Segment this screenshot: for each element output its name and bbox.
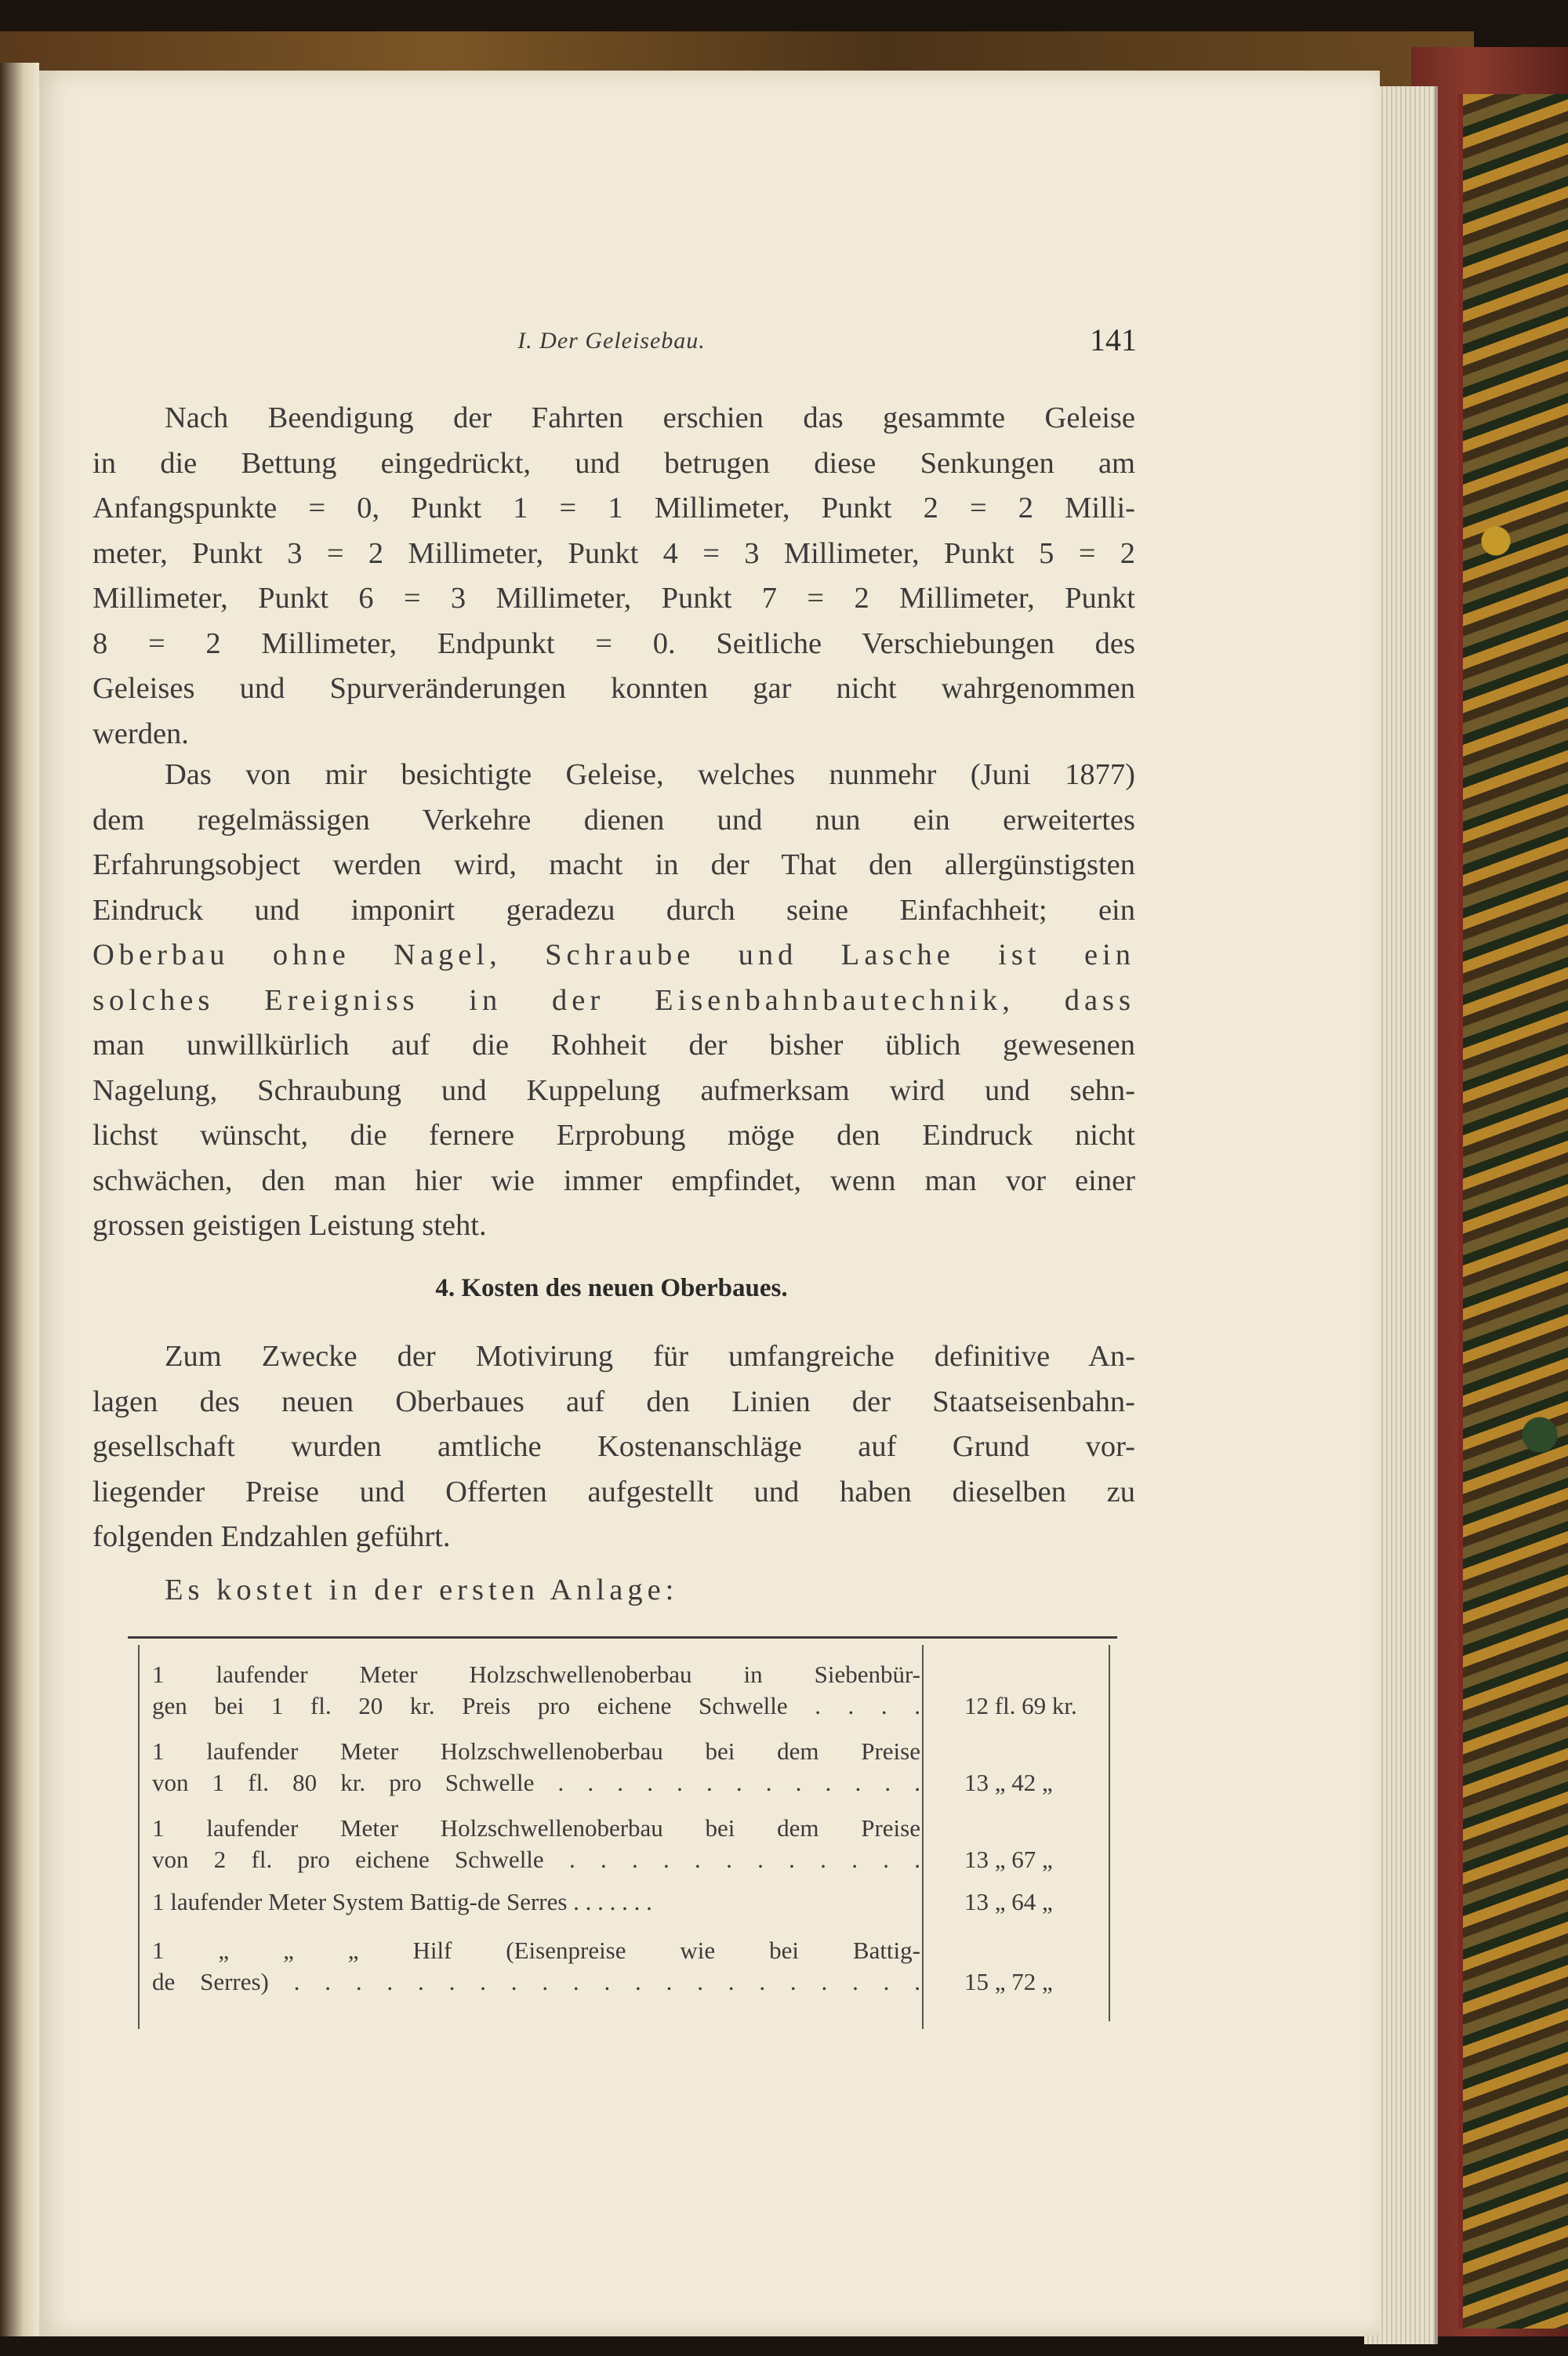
row-amount: 13 „ 67 „	[964, 1846, 1053, 1873]
text-line: Zum Zwecke der Motivirung für umfangreiche definitive An-	[165, 1340, 1135, 1373]
paragraph-3	[93, 1334, 1135, 1560]
table-border-left	[138, 1645, 140, 2029]
running-head	[86, 321, 1137, 368]
text-line: 1 „ „ „ Hilf (Eisenpreise wie bei Battig-	[152, 1937, 920, 1964]
row-amount: 13 „ 64 „	[964, 1888, 1053, 1915]
paragraph-2	[93, 753, 1135, 1249]
text-line: liegender Preise und Offerten aufgestellt und haben dieselben zu	[93, 1475, 1135, 1508]
row-amount: 12 fl. 69 kr.	[964, 1692, 1077, 1719]
text-line: gesellschaft wurden amtliche Kostenanschläge auf Grund vor-	[93, 1430, 1135, 1463]
row-description	[152, 1886, 920, 1918]
text-line: folgenden Endzahlen geführt.	[93, 1520, 451, 1553]
text-line: von 1 fl. 80 kr. pro Schwelle . . . . . . . . . . . . .	[152, 1769, 920, 1796]
text-line: Nach Beendigung der Fahrten erschien das gesammte Geleise	[165, 401, 1135, 434]
cost-table	[138, 1645, 1110, 2029]
text-line: Es kostet in der ersten Anlage:	[165, 1574, 679, 1606]
text-line: Anfangspunkte = 0, Punkt 1 = 1 Millimeter, Punkt 2 = 2 Milli-	[93, 492, 1135, 525]
text-line: Eindruck und imponirt geradezu durch seine Einfachheit; ein	[93, 893, 1135, 927]
text-line: solches Ereigniss in der Eisenbahnbautechnik, dass	[93, 983, 1135, 1017]
table-border-right	[1109, 1645, 1110, 2021]
text-line: Das von mir besichtigte Geleise, welches nunmehr (Juni 1877)	[165, 758, 1135, 791]
book-gutter	[0, 63, 39, 2336]
text-line: Oberbau ohne Nagel, Schraube und Lasche ist ein	[93, 938, 1135, 971]
row-description	[152, 1736, 920, 1799]
text-line: 1 laufender Meter Holzschwellenoberbau in Siebenbür-	[152, 1661, 920, 1688]
text-line: lagen des neuen Oberbaues auf den Linien der Staatseisenbahn-	[93, 1385, 1135, 1418]
text-line: Nagelung, Schraubung und Kuppelung aufmerksam wird und sehn-	[93, 1073, 1135, 1107]
text-line: 1 laufender Meter Holzschwellenoberbau bei dem Preise	[152, 1814, 920, 1842]
row-description	[152, 1935, 920, 1998]
text-line: Geleises und Spurveränderungen konnten gar nicht wahrgenommen	[93, 672, 1135, 705]
text-line: dem regelmässigen Verkehre dienen und nun ein erweitertes	[93, 803, 1135, 837]
running-head-title: I. Der Geleisebau.	[517, 328, 706, 354]
row-amount: 13 „ 42 „	[964, 1769, 1053, 1796]
text-line: Erfahrungsobject werden wird, macht in der That den allergünstigsten	[93, 848, 1135, 881]
row-amount: 15 „ 72 „	[964, 1968, 1053, 1995]
text-line: von 2 fl. pro eichene Schwelle . . . . . . . . . . . .	[152, 1846, 920, 1873]
text-line: meter, Punkt 3 = 2 Millimeter, Punkt 4 = 3 Millimeter, Punkt 5 = 2	[93, 536, 1135, 570]
row-description	[152, 1813, 920, 1875]
table-column-divider	[922, 1645, 924, 2029]
marbled-page-edge	[1458, 94, 1568, 2329]
text-line: in die Bettung eingedrückt, und betrugen diese Senkungen am	[93, 446, 1135, 480]
table-intro	[93, 1568, 1135, 1614]
text-line: 1 laufender Meter Holzschwellenoberbau bei dem Preise	[152, 1737, 920, 1765]
text-line: grossen geistigen Leistung steht.	[93, 1209, 487, 1242]
paragraph-1	[93, 396, 1135, 757]
section-heading: 4. Kosten des neuen Oberbaues.	[435, 1274, 788, 1302]
text-line: werden.	[93, 717, 189, 750]
row-description	[152, 1659, 920, 1722]
page-number: 141	[1090, 322, 1137, 358]
text-line: gen bei 1 fl. 20 kr. Preis pro eichene Schwelle . . . .	[152, 1692, 920, 1719]
text-line: 8 = 2 Millimeter, Endpunkt = 0. Seitliche Verschiebungen des	[93, 626, 1135, 660]
table-top-rule	[128, 1636, 1117, 1639]
text-line: schwächen, den man hier wie immer empfindet, wenn man vor einer	[93, 1163, 1135, 1197]
text-line: 1 laufender Meter System Battig-de Serres . . . . . . .	[152, 1888, 652, 1915]
text-line: lichst wünscht, die fernere Erprobung möge den Eindruck nicht	[93, 1119, 1135, 1152]
text-line: Millimeter, Punkt 6 = 3 Millimeter, Punkt 7 = 2 Millimeter, Punkt	[93, 582, 1135, 615]
text-line: de Serres) . . . . . . . . . . . . . . . . . . . . .	[152, 1968, 920, 1995]
text-line: man unwillkürlich auf die Rohheit der bisher üblich gewesenen	[93, 1029, 1135, 1062]
